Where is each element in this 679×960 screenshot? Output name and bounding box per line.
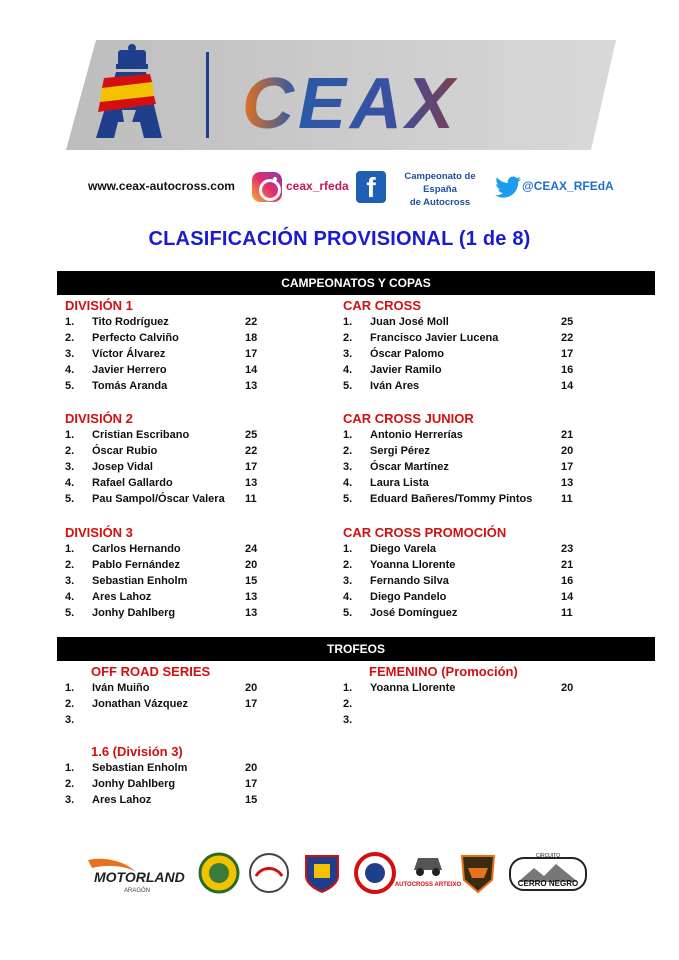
standing-row: 3. bbox=[343, 714, 353, 726]
autocross-arteixo-text: AUTOCROSS ARTEIXO bbox=[394, 882, 462, 888]
category-1-6-division-3 bbox=[65, 743, 345, 808]
standing-row: 3. Fernando Silva 16 bbox=[343, 575, 574, 587]
ceax-banner-graphic bbox=[66, 40, 616, 150]
standing-row: 5. Iván Ares 14 bbox=[343, 380, 574, 392]
standing-row: 2. Jonathan Vázquez 17 bbox=[65, 698, 258, 710]
facebook-icon[interactable]: f bbox=[356, 171, 386, 203]
ceax-logo-text: CEAX bbox=[242, 64, 459, 144]
circuit-badge-logo bbox=[248, 852, 290, 894]
facebook-line-2: de Autocross bbox=[409, 197, 471, 208]
standing-row: 1. Tito Rodríguez 22 bbox=[65, 316, 258, 328]
instagram-icon[interactable] bbox=[252, 172, 282, 202]
standing-row: 3. Sebastian Enholm 15 bbox=[65, 575, 258, 587]
standing-row: 3. Óscar Palomo 17 bbox=[343, 348, 574, 360]
category-title: DIVISIÓN 1 bbox=[65, 298, 133, 313]
category-title: OFF ROAD SERIES bbox=[91, 664, 211, 679]
section-header-championships: CAMPEONATOS Y COPAS bbox=[57, 271, 655, 295]
standing-row: 1. Yoanna Llorente 20 bbox=[343, 682, 574, 694]
category-car-cross-promocion bbox=[343, 524, 623, 621]
standing-row: 2. bbox=[343, 698, 353, 710]
category-division-2 bbox=[65, 410, 345, 507]
standing-row: 1. Juan José Moll 25 bbox=[343, 316, 574, 328]
cerro-negro-logo bbox=[508, 852, 588, 894]
twitter-bird-icon[interactable] bbox=[496, 176, 522, 198]
standing-row: 5. Pau Sampol/Óscar Valera 11 bbox=[65, 493, 257, 505]
standing-row: 2. Francisco Javier Lucena 22 bbox=[343, 332, 574, 344]
standing-row: 1. Sebastian Enholm 20 bbox=[65, 762, 258, 774]
category-car-cross-junior bbox=[343, 410, 623, 507]
town-shield-logo bbox=[302, 852, 342, 894]
standing-row: 3. Josep Vidal 17 bbox=[65, 461, 258, 473]
cerro-negro-top-text: CIRCUITO bbox=[535, 853, 561, 859]
standing-row: 4. Diego Pandelo 14 bbox=[343, 591, 574, 603]
standing-row: 5. Jonhy Dahlberg 13 bbox=[65, 607, 258, 619]
category-off-road-series bbox=[65, 663, 345, 728]
category-title: CAR CROSS PROMOCIÓN bbox=[343, 525, 507, 540]
category-title: DIVISIÓN 2 bbox=[65, 411, 133, 426]
standing-row: 5. Eduard Bañeres/Tommy Pintos 11 bbox=[343, 493, 573, 505]
motorland-logo bbox=[86, 854, 190, 894]
facebook-page-label[interactable] bbox=[390, 170, 490, 209]
standing-row: 5. José Domínguez 11 bbox=[343, 607, 573, 619]
standing-row: 4. Javier Ramilo 16 bbox=[343, 364, 574, 376]
header-banner bbox=[66, 40, 616, 150]
standing-row: 1. Diego Varela 23 bbox=[343, 543, 574, 555]
standing-row: 2. Yoanna Llorente 21 bbox=[343, 559, 574, 571]
standing-row: 5. Tomás Aranda 13 bbox=[65, 380, 258, 392]
category-title: 1.6 (División 3) bbox=[91, 744, 183, 759]
standing-row: 3. Ares Lahoz 15 bbox=[65, 794, 258, 806]
standing-row: 4. Ares Lahoz 13 bbox=[65, 591, 258, 603]
category-title: FEMENINO (Promoción) bbox=[369, 664, 518, 679]
section-header-trophies: TROFEOS bbox=[57, 637, 655, 661]
social-links-row bbox=[88, 170, 614, 208]
category-title: DIVISIÓN 3 bbox=[65, 525, 133, 540]
standing-row: 2. Sergi Pérez 20 bbox=[343, 445, 574, 457]
category-division-3 bbox=[65, 524, 345, 621]
standing-row: 2. Jonhy Dahlberg 17 bbox=[65, 778, 258, 790]
page-title: CLASIFICACIÓN PROVISIONAL (1 de 8) bbox=[148, 228, 531, 250]
twitter-handle[interactable]: @CEAX_RFEdA bbox=[522, 179, 614, 193]
standing-row: 2. Óscar Rubio 22 bbox=[65, 445, 258, 457]
club-badge-yellow-logo bbox=[198, 852, 240, 894]
motorland-text: MOTORLAND bbox=[94, 869, 185, 885]
standing-row: 1. Iván Muiño 20 bbox=[65, 682, 258, 694]
club-roundel-logo bbox=[354, 852, 396, 894]
category-title: CAR CROSS bbox=[343, 298, 422, 313]
standing-row: 3. bbox=[65, 714, 75, 726]
category-femenino bbox=[343, 663, 623, 728]
cerro-negro-text: CERRO NEGRO bbox=[517, 879, 579, 888]
standing-row: 4. Javier Herrero 14 bbox=[65, 364, 258, 376]
standing-row: 1. Cristian Escribano 25 bbox=[65, 429, 258, 441]
standing-row: 2. Pablo Fernández 20 bbox=[65, 559, 258, 571]
standing-row: 4. Laura Lista 13 bbox=[343, 477, 574, 489]
standing-row: 3. Óscar Martínez 17 bbox=[343, 461, 574, 473]
banner-divider bbox=[206, 52, 209, 138]
category-car-cross bbox=[343, 297, 623, 394]
facebook-line-1: Campeonato de España bbox=[404, 171, 476, 195]
category-title: CAR CROSS JUNIOR bbox=[343, 411, 474, 426]
standing-row: 2. Perfecto Calviño 18 bbox=[65, 332, 258, 344]
standing-row: 3. Víctor Álvarez 17 bbox=[65, 348, 258, 360]
standing-row: 1. Antonio Herrerías 21 bbox=[343, 429, 574, 441]
instagram-handle[interactable]: ceax_rfeda bbox=[286, 179, 349, 193]
category-division-1 bbox=[65, 297, 345, 394]
autocross-arteixo-logo bbox=[394, 850, 462, 896]
standing-row: 4. Rafael Gallardo 13 bbox=[65, 477, 258, 489]
motorland-subtext: ARAGÓN bbox=[124, 888, 151, 894]
racing-club-shield-logo bbox=[458, 850, 498, 896]
sponsor-logos-row bbox=[84, 846, 604, 902]
website-link[interactable]: www.ceax-autocross.com bbox=[88, 179, 235, 193]
standing-row: 1. Carlos Hernando 24 bbox=[65, 543, 258, 555]
